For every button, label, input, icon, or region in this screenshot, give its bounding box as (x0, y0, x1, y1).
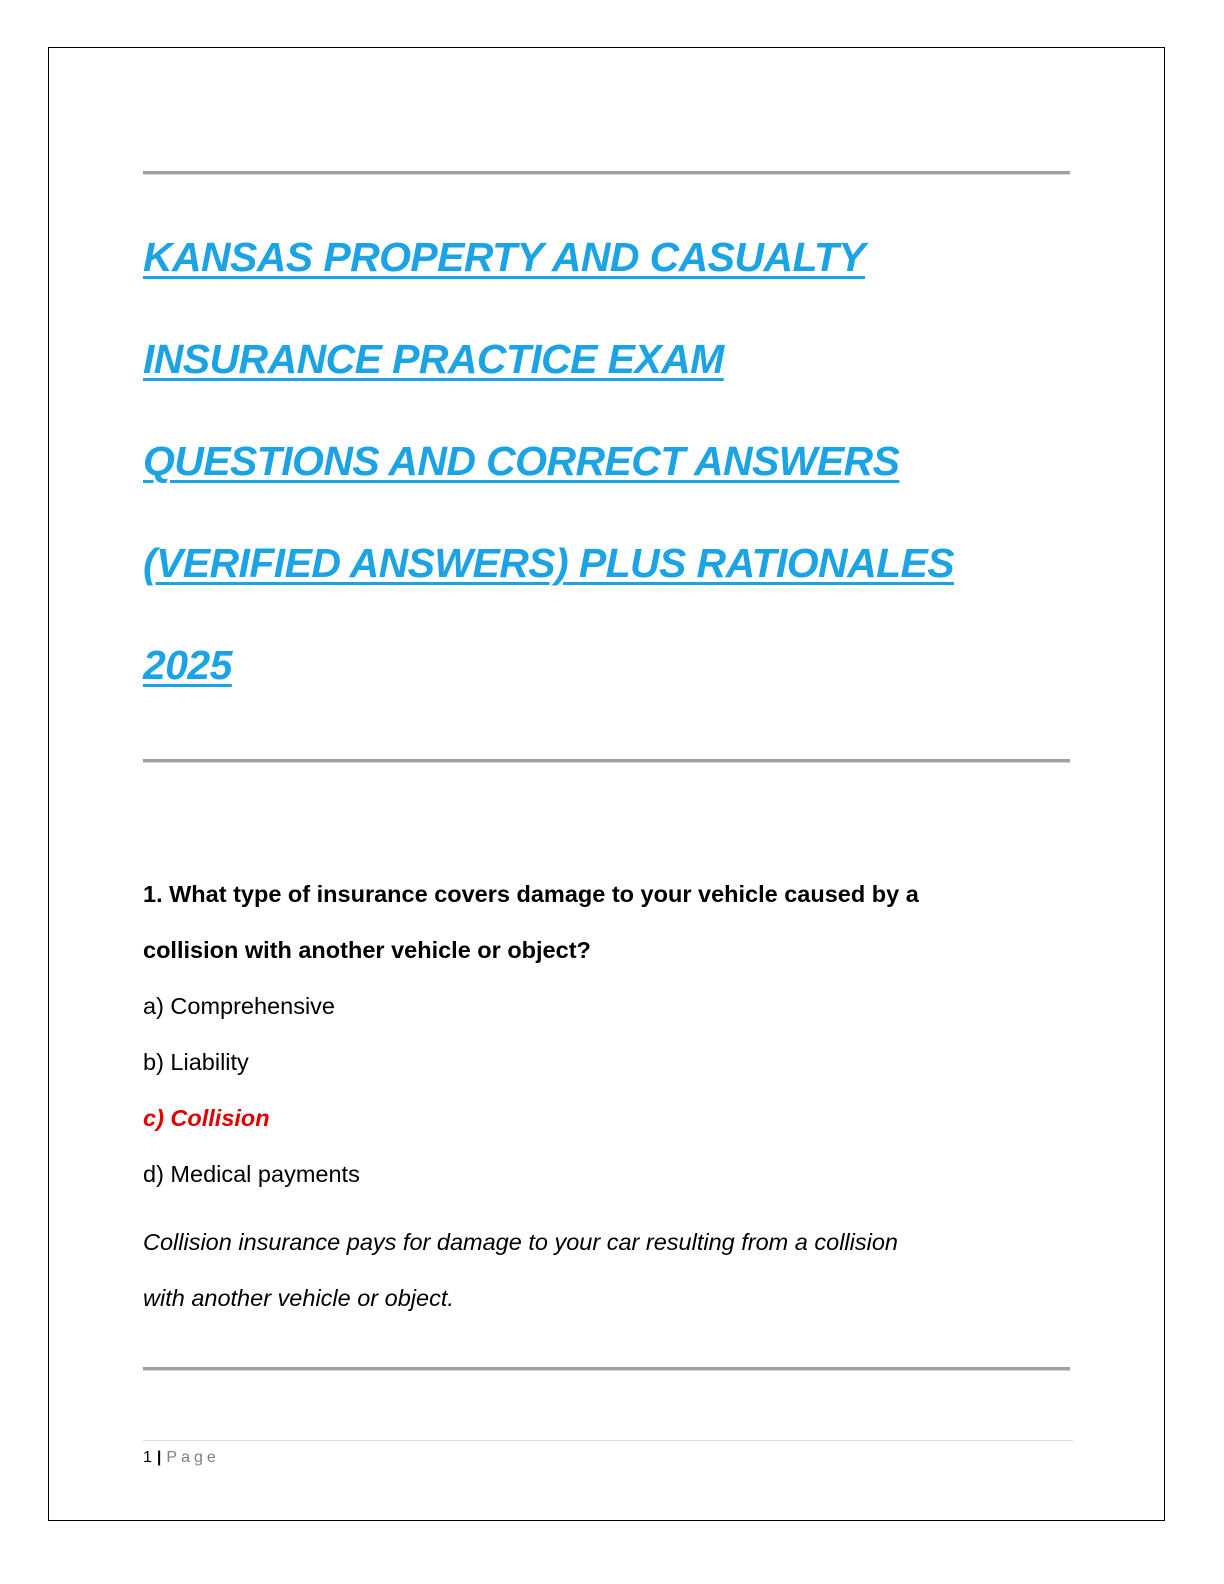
page-number: 1 (143, 1449, 152, 1466)
title-line: QUESTIONS AND CORRECT ANSWERS (143, 438, 900, 484)
question-block (143, 866, 1083, 1326)
horizontal-rule-top (143, 171, 1070, 175)
horizontal-rule-middle (143, 759, 1070, 763)
footer-separator: | (156, 1449, 162, 1466)
document-title (143, 206, 1103, 716)
title-line: KANSAS PROPERTY AND CASUALTY (143, 234, 866, 280)
page-footer (143, 1447, 220, 1469)
horizontal-rule-bottom (143, 1367, 1070, 1371)
answer-option-b: b) Liability (143, 1049, 249, 1075)
page-label: Page (166, 1449, 220, 1466)
answer-option-a: a) Comprehensive (143, 993, 336, 1019)
answer-option-d: d) Medical payments (143, 1161, 360, 1187)
footer-divider (143, 1440, 1073, 1441)
question-text: collision with another vehicle or object? (143, 937, 591, 963)
rationale-text: with another vehicle or object. (143, 1285, 454, 1311)
question-text: 1. What type of insurance covers damage to your vehicle caused by a (143, 881, 919, 907)
rationale-text: Collision insurance pays for damage to your car resulting from a collision (143, 1229, 898, 1255)
title-line: 2025 (143, 642, 232, 688)
title-line: (VERIFIED ANSWERS) PLUS RATIONALES (143, 540, 955, 586)
title-line: INSURANCE PRACTICE EXAM (143, 336, 724, 382)
answer-option-c-correct: c) Collision (143, 1105, 270, 1131)
